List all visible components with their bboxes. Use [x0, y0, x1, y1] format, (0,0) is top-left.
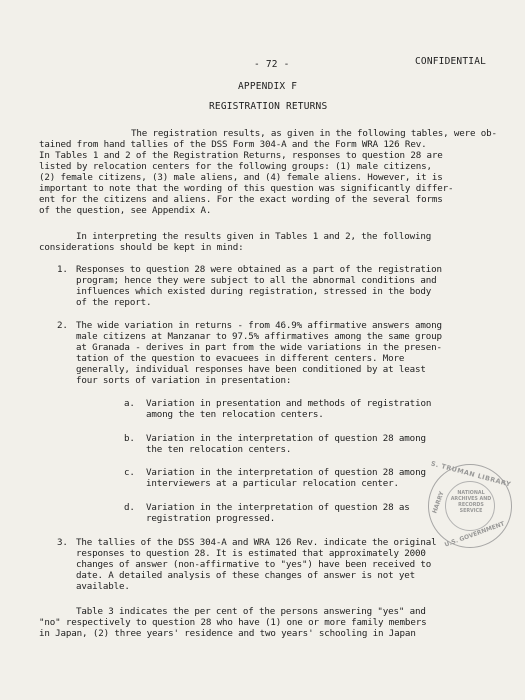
stamp-center-line: NATIONAL — [457, 491, 485, 496]
subpoint-line: Variation in the interpretation of question 28 among — [146, 467, 426, 478]
stamp-center-line: SERVICE — [459, 509, 483, 514]
point-line: date. A detailed analysis of these changes of answer is not yet — [76, 570, 416, 581]
page-number: - 72 - — [254, 59, 290, 70]
intro-line: In Tables 1 and 2 of the Registration Returns, responses to question 28 are — [39, 150, 443, 161]
intro-line: The registration results, as given in the following tables, were ob- — [131, 128, 497, 139]
stamp-ring-top-text: S. TRUMAN LIBRARY — [429, 459, 513, 489]
closing-line: Table 3 indicates the per cent of the persons answering "yes" and — [76, 606, 426, 617]
point-line: generally, individual responses have been conditioned by at least — [76, 364, 426, 375]
subpoint-line: registration progressed. — [146, 513, 276, 524]
intro-line: ent for the citizens and aliens. For the exact wording of the several forms — [39, 194, 443, 205]
subpoint-letter: a. — [124, 398, 135, 409]
point-line: The tallies of the DSS 304-A and WRA 126 Rev. indicate the original — [76, 537, 437, 548]
stamp-ring-bottom-text: U.S. GOVERNMENT — [443, 520, 506, 549]
closing-line: "no" respectively to question 28 who have (1) one or more family members — [39, 617, 427, 628]
intro-line: important to note that the wording of this question was significantly differ- — [39, 183, 454, 194]
point-line: The wide variation in returns - from 46.9% affirmative answers among — [76, 320, 442, 331]
appendix-title: APPENDIX F — [238, 81, 298, 92]
point-line: responses to question 28. It is estimated that approximately 2000 — [76, 548, 426, 559]
subpoint-letter: b. — [124, 433, 135, 444]
closing-line: in Japan, (2) three years' residence and two years' schooling in Japan — [39, 628, 416, 639]
subpoint-line: Variation in presentation and methods of registration — [146, 398, 432, 409]
subpoint-line: Variation in the interpretation of question 28 as — [146, 502, 410, 513]
classification-label: CONFIDENTIAL — [415, 56, 487, 67]
point-line: tation of the question to evacuees in different centers. More — [76, 353, 405, 364]
intro-line: tained from hand tallies of the DSS Form 304-A and the Form WRA 126 Rev. — [39, 139, 427, 150]
section-title: REGISTRATION RETURNS — [209, 101, 328, 112]
subpoint-line: among the ten relocation centers. — [146, 409, 324, 420]
subpoint-line: interviewers at a particular relocation center. — [146, 478, 399, 489]
stamp-center-line: ARCHIVES AND — [450, 497, 492, 502]
point-line: program; hence they were subject to all the abnormal conditions and — [76, 275, 437, 286]
point-line: of the report. — [76, 297, 152, 308]
interpret-line: In interpreting the results given in Tables 1 and 2, the following — [76, 231, 432, 242]
point-number: 3. — [57, 537, 68, 548]
point-line: Responses to question 28 were obtained as a part of the registration — [76, 264, 442, 275]
subpoint-line: Variation in the interpretation of question 28 among — [146, 433, 426, 444]
point-line: influences which existed during registration, stressed in the body — [76, 286, 432, 297]
interpret-line: considerations should be kept in mind: — [39, 242, 244, 253]
intro-line: (2) female citizens, (3) male aliens, and (4) female aliens. However, it is — [39, 172, 443, 183]
stamp-center-line: RECORDS — [458, 503, 484, 508]
intro-line: of the question, see Appendix A. — [39, 205, 212, 216]
subpoint-letter: c. — [124, 467, 135, 478]
archive-stamp — [428, 459, 513, 549]
point-line: available. — [76, 581, 130, 592]
point-number: 2. — [57, 320, 68, 331]
intro-line: listed by relocation centers for the following groups: (1) male citizens, — [39, 161, 432, 172]
point-line: changes of answer (non-affirmative to "yes") have been received to — [76, 559, 432, 570]
subpoint-letter: d. — [124, 502, 135, 513]
subpoint-line: the ten relocation centers. — [146, 444, 292, 455]
point-line: four sorts of variation in presentation: — [76, 375, 292, 386]
point-line: male citizens at Manzanar to 97.5% affirmatives among the same group — [76, 331, 442, 342]
point-number: 1. — [57, 264, 68, 275]
point-line: at Granada - derives in part from the wide variations in the presen- — [76, 342, 442, 353]
stamp-ring-left-text: HARRY — [431, 490, 446, 515]
stamp-center-text — [446, 491, 496, 515]
